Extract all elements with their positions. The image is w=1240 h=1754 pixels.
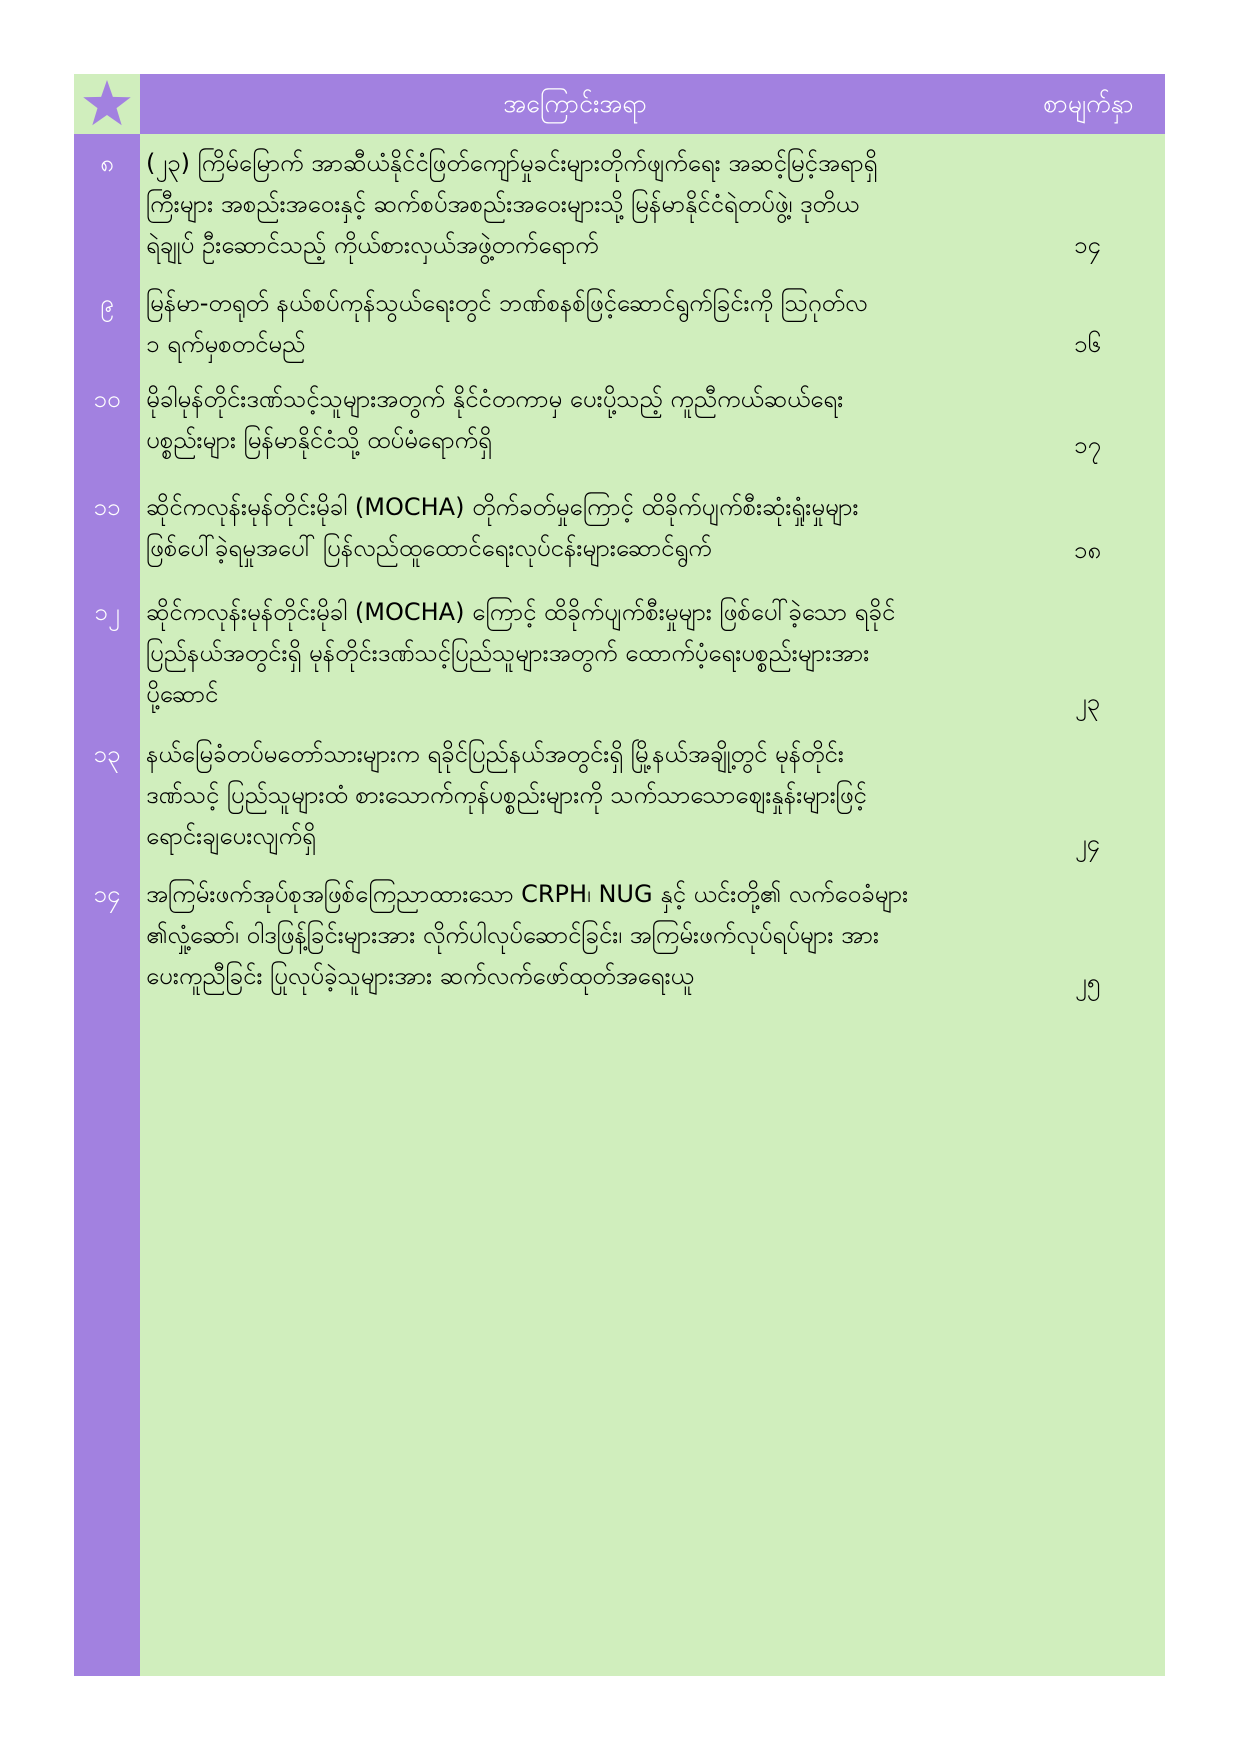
entry-title-line: ပို့ဆောင် [146, 680, 219, 708]
entry-title-line: နယ်မြေခံတပ်မတော်သားများက ရခိုင်ပြည်နယ်အတွင်းရှိ မြို့နယ်အချို့တွင် မုန်တိုင်း [146, 740, 844, 768]
entry-title-line: အကြမ်းဖက်အုပ်စုအဖြစ်ကြေညာထားသော CRPH၊ NUG နှင့် ယင်းတို့၏ လက်ဝေခံများ [146, 880, 909, 908]
entry-title-line: ဖြစ်ပေါ်ခဲ့ရမှုအပေါ် ပြန်လည်ထူထောင်ရေးလုပ်ငန်းများဆောင်ရွက် [146, 534, 712, 562]
entry-title-line: ၏လှုံ့ဆော်၊ ဝါဒဖြန့်ခြင်းများအား လိုက်ပါလုပ်ဆောင်ခြင်း၊ အကြမ်းဖက်လုပ်ရပ်များ အား [146, 921, 879, 949]
entry-title-line: ဒဏ်သင့် ပြည်သူများထံ စားသောက်ကုန်ပစ္စည်းများကို သက်သာသောဈေးနှုန်းများဖြင့် [146, 781, 867, 809]
entry-title [140, 583, 1028, 725]
toc-entry [74, 134, 1165, 274]
entry-number: ၁၂ [94, 598, 120, 626]
entry-title [140, 274, 1028, 370]
toc-entry [74, 478, 1165, 583]
entry-title-line: ဆိုင်ကလုန်းမုန်တိုင်းမိုခါ (MOCHA) ကြောင့် ထိခိုက်ပျက်စီးမှုများ ဖြစ်ပေါ်ခဲ့သော ရခိုင် [146, 598, 896, 626]
entry-title [140, 134, 1028, 274]
entry-title-line: ပေးကူညီခြင်း ပြုလုပ်ခဲ့သူများအား ဆက်လက်ဖော်ထုတ်အရေးယူ [146, 962, 694, 990]
entry-title-line: ပစ္စည်းများ မြန်မာနိုင်ငံသို့ ထပ်မံရောက်ရှိ [146, 426, 492, 454]
entry-title-line: (၂၃) ကြိမ်မြောက် အာဆီယံနိုင်ငံဖြတ်ကျော်မှုခင်းများတိုက်ဖျက်ရေး အဆင့်မြင့်အရာရှိ [146, 149, 878, 177]
entry-page-number: ၁၆ [1074, 330, 1101, 358]
toc-entry [74, 725, 1165, 865]
entry-page-number: ၂၄ [1074, 829, 1101, 857]
toc-entry [74, 865, 1165, 1005]
entry-title-line: ဆိုင်ကလုန်းမုန်တိုင်းမိုခါ (MOCHA) တိုက်ခတ်မှုကြောင့် ထိခိုက်ပျက်စီးဆုံးရှုံးမှုများ [146, 493, 859, 521]
entry-title [140, 478, 1028, 583]
entry-number: ၁၄ [93, 880, 121, 908]
entry-page-number: ၁၈ [1073, 536, 1102, 564]
header-icon-cell [74, 74, 140, 134]
entry-title-line: ပြည်နယ်အတွင်းရှိ မုန်တိုင်းဒဏ်သင့်ပြည်သူများအတွက် ထောက်ပံ့ရေးပစ္စည်းများအား [146, 639, 870, 667]
entry-title-line: မြန်မာ-တရုတ် နယ်စပ်ကုန်သွယ်ရေးတွင် ဘဏ်စနစ်ဖြင့်ဆောင်ရွက်ခြင်းကို ဩဂုတ်လ [146, 289, 868, 317]
entry-title-line: ၁ ရက်မှစတင်မည် [146, 330, 306, 358]
entry-page-number: ၂၅ [1074, 968, 1101, 996]
entry-title [140, 370, 1028, 478]
table-of-contents [74, 74, 1165, 1676]
entry-title [140, 725, 1028, 865]
entry-page-number: ၁၇ [1074, 431, 1101, 459]
toc-entry [74, 370, 1165, 478]
entry-number: ၁၃ [93, 740, 121, 768]
toc-entries [74, 134, 1165, 1005]
entry-page-number: ၁၄ [1074, 231, 1101, 259]
star-icon [74, 74, 140, 134]
entry-title [140, 865, 1028, 1005]
contents-heading: အကြောင်းအရာ [140, 74, 1028, 134]
entry-title-line: ကြီးများ အစည်းအဝေးနှင့် ဆက်စပ်အစည်းအဝေးများသို့ မြန်မာနိုင်ငံရဲတပ်ဖွဲ့၊ ဒုတိယ [146, 190, 860, 218]
entry-page-number: ၂၃ [1074, 688, 1101, 716]
entry-number: ၁၁ [93, 493, 121, 521]
entry-title-line: ရောင်းချပေးလျက်ရှိ [146, 822, 316, 850]
entry-number: ၈ [100, 149, 114, 177]
entry-title-line: ရဲချုပ် ဦးဆောင်သည့် ကိုယ်စားလှယ်အဖွဲ့တက်ရောက် [146, 231, 599, 259]
entry-number: ၉ [100, 289, 114, 317]
entry-number: ၁၀ [93, 385, 121, 413]
toc-header-row [74, 74, 1165, 134]
toc-entry [74, 583, 1165, 725]
entry-title-line: မိုခါမုန်တိုင်းဒဏ်သင့်သူများအတွက် နိုင်ငံတကာမှ ပေးပို့သည့် ကူညီကယ်ဆယ်ရေး [146, 385, 844, 413]
toc-entry [74, 274, 1165, 370]
page-column-heading: စာမျက်နှာ [1028, 74, 1165, 134]
